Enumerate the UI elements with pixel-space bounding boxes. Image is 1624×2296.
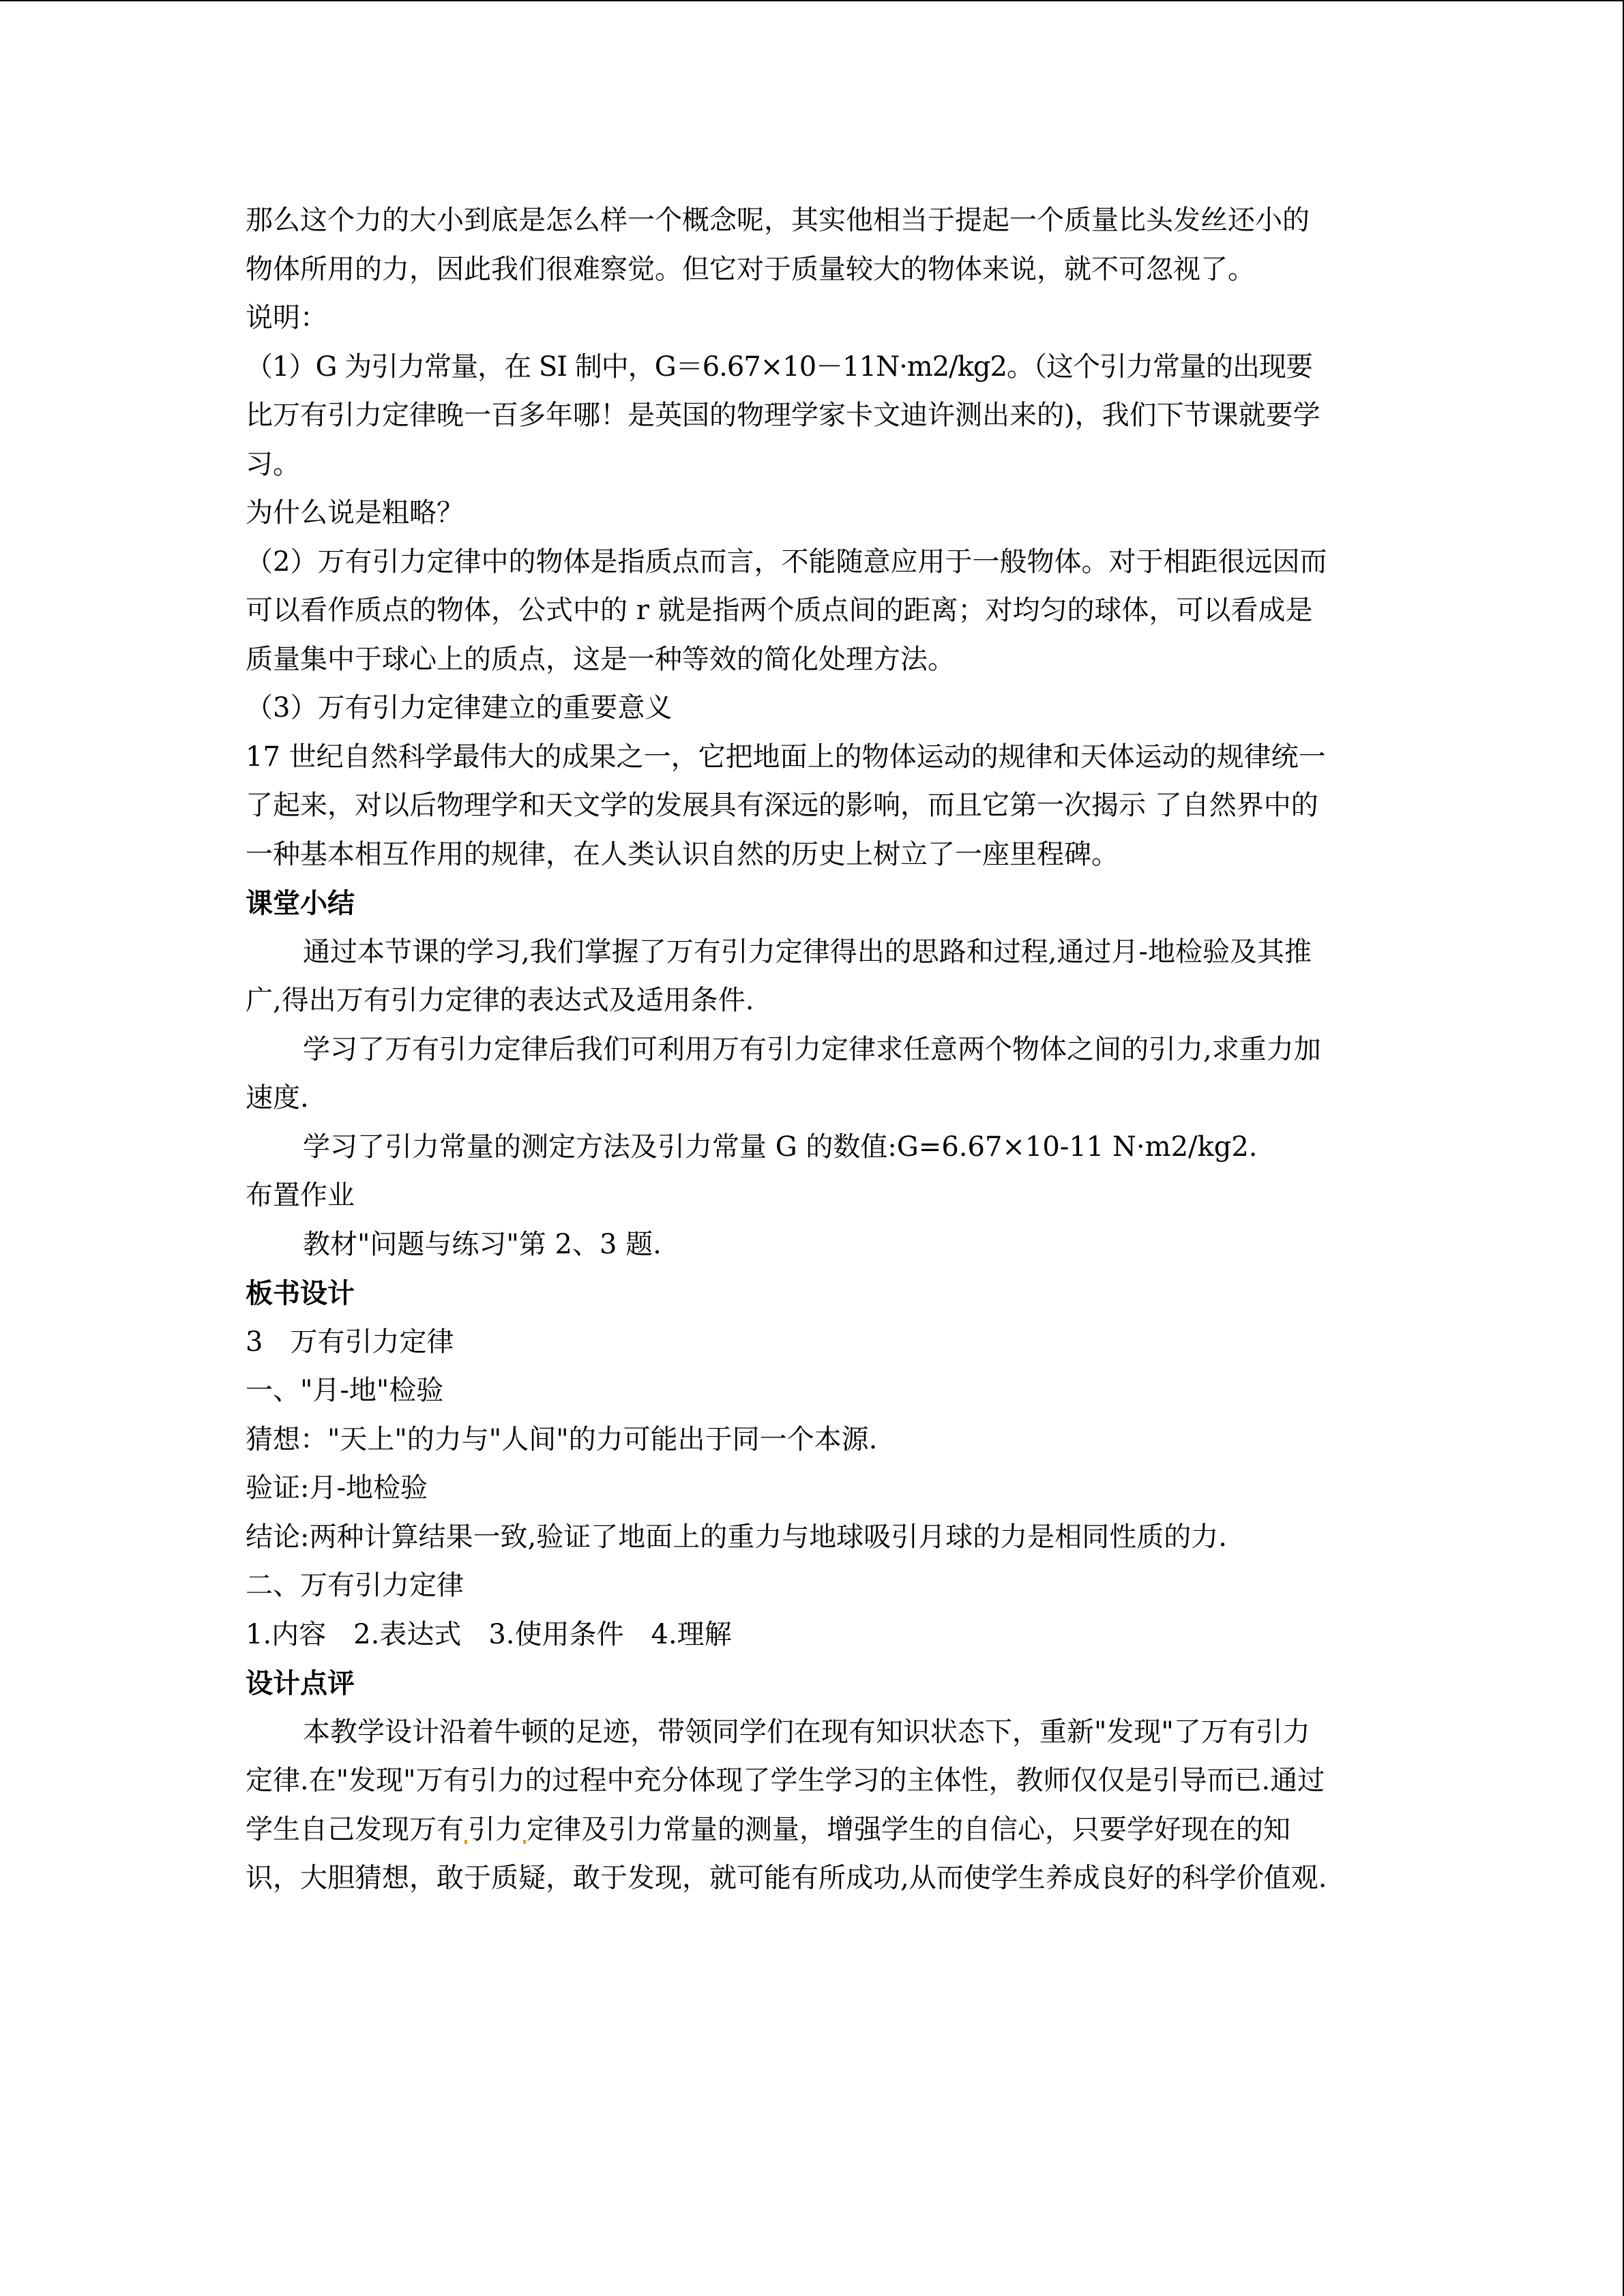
- summary-heading: 课堂小结: [246, 887, 355, 919]
- text-line: 了起来，对以后物理学和天文学的发展具有深远的影响，而且它第一次揭示 了自然界中的: [246, 790, 1318, 821]
- text-line: 学习了万有引力定律后我们可利用万有引力定律求任意两个物体之间的引力,求重力加: [303, 1033, 1321, 1065]
- paragraph-force-magnitude: [246, 196, 1378, 294]
- text-line: 那么这个力的大小到底是怎么样一个概念呢，其实他相当于提起一个质量比头发丝还小的: [246, 205, 1310, 236]
- note-label: 说明：: [246, 302, 327, 333]
- paragraph-note-1: [246, 343, 1378, 490]
- edit-mark-icon: [523, 1840, 526, 1844]
- text-line: 通过本节课的学习,我们掌握了万有引力定律得出的思路和过程,通过月-地检验及其推: [303, 936, 1312, 968]
- text-line: 识，大胆猜想，敢于质疑，敢于发现，就可能有所成功,从而使学生养成良好的科学价值观.: [246, 1862, 1327, 1894]
- text-line: 定律.在"发现"万有引力的过程中充分体现了学生学习的主体性，教师仅仅是引导而已.通过: [246, 1765, 1325, 1796]
- summary-paragraph-1: [246, 928, 1378, 1026]
- board-line: 3 万有引力定律: [246, 1326, 454, 1358]
- board-line: 猜想："天上"的力与"人间"的力可能出于同一个本源.: [246, 1423, 878, 1455]
- board-heading: 板书设计: [246, 1277, 355, 1309]
- text-line: 17 世纪自然科学最伟大的成果之一，它把地面上的物体运动的规律和天体运动的规律统一: [246, 741, 1326, 773]
- text-line: 比万有引力定律晚一百多年哪！是英国的物理学家卡文迪许测出来的)，我们下节课就要学: [246, 400, 1320, 431]
- text-fragment: 定律及引力常量的测量，增强学生的自信心，只要学好现在的知: [527, 1813, 1290, 1845]
- board-line: 验证:月-地检验: [246, 1472, 428, 1504]
- board-line: 一、"月-地"检验: [246, 1375, 444, 1406]
- text-line: 质量集中于球心上的质点，这是一种等效的简化处理方法。: [246, 643, 955, 675]
- paragraph-note-2: [246, 538, 1378, 685]
- text-line: 习。: [246, 448, 300, 480]
- text-line: 广,得出万有引力定律的表达式及适用条件.: [246, 985, 754, 1016]
- note-3-title: （3）万有引力定律建立的重要意义: [246, 692, 673, 724]
- text-line: 物体所用的力，因此我们很难察觉。但它对于质量较大的物体来说，就不可忽视了。: [246, 253, 1255, 285]
- text-line: 可以看作质点的物体，公式中的 r 就是指两个质点间的距离；对均匀的球体，可以看成是: [246, 595, 1313, 626]
- text-line: [246, 1806, 1378, 1855]
- summary-paragraph-2: [246, 1026, 1378, 1123]
- homework-text: 教材"问题与练习"第 2、3 题.: [303, 1228, 662, 1260]
- text-fragment: 引力: [468, 1813, 522, 1845]
- summary-paragraph-3: [246, 1123, 1378, 1172]
- text-line: 一种基本相互作用的规律，在人类认识自然的历史上树立了一座里程碑。: [246, 838, 1119, 870]
- text-fragment: 学生自己发现万有: [246, 1813, 464, 1845]
- review-paragraph: [246, 1708, 1378, 1903]
- text-line: 速度.: [246, 1082, 309, 1114]
- board-line: 二、万有引力定律: [246, 1570, 464, 1601]
- document-body: [246, 196, 1378, 1903]
- text-line: 本教学设计沿着牛顿的足迹，带领同学们在现有知识状态下，重新"发现"了万有引力: [303, 1716, 1310, 1748]
- text-line: 学习了引力常量的测定方法及引力常量 G 的数值:G=6.67×10-11 N·m2/kg2.: [303, 1131, 1258, 1163]
- paragraph-significance: [246, 733, 1378, 880]
- review-heading: 设计点评: [246, 1667, 355, 1699]
- text-line: （2）万有引力定律中的物体是指质点而言，不能随意应用于一般物体。对于相距很远因而: [246, 546, 1327, 578]
- board-outline: [246, 1318, 1378, 1660]
- edit-mark-icon: [464, 1840, 467, 1844]
- homework-heading: 布置作业: [246, 1180, 355, 1211]
- board-line: 1.内容 2.表达式 3.使用条件 4.理解: [246, 1618, 732, 1650]
- question-line: 为什么说是粗略？: [246, 497, 464, 528]
- board-line: 结论:两种计算结果一致,验证了地面上的重力与地球吸引月球的力是相同性质的力.: [246, 1521, 1227, 1553]
- text-line: （1）G 为引力常量，在 SI 制中，G＝6.67×10－11N·m2/kg2。（这个引力常量的出现要: [246, 351, 1312, 383]
